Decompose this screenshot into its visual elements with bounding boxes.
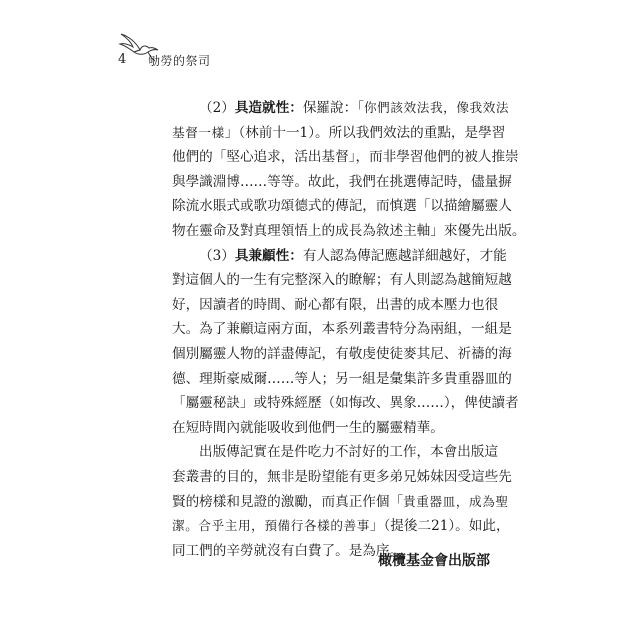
text-line <box>172 367 512 392</box>
text-line <box>172 244 507 269</box>
page-number: 4 <box>118 52 127 67</box>
text-segment: 他們的「堅心追求，活出基督」，而非學習他們的被人推崇 <box>172 149 519 166</box>
text-segment: 出版傳記實在是件吃力不討好的工作，本會出版這 <box>199 444 499 461</box>
publisher-signature: 橄欖基金會出版部 <box>378 553 490 569</box>
text-line <box>172 490 509 515</box>
text-segment: 潔。合乎主用，預備行各樣的善事」（提後二21）。如此， <box>172 518 510 535</box>
text-segment: 基督一樣」（林前十一1）。所以我們效法的重點，是學習 <box>172 124 506 141</box>
text-segment: 個別屬靈人物的詳盡傳記，有敬虔使徒麥其尼、祈禱的海 <box>172 345 512 362</box>
text-line <box>172 145 519 170</box>
text-segment: 德、理斯豪威爾……等人；另一組是彙集許多貴重器皿的 <box>172 370 512 387</box>
text-line <box>172 219 526 244</box>
text-segment: 套叢書的目的，無非是盼望能有更多弟兄姊妹因受這些先 <box>172 468 512 485</box>
text-line <box>172 391 519 416</box>
running-title: 劬勞的祭司 <box>148 54 211 68</box>
text-segment: 賢的榜樣和見證的激勵，而真正作個「貴重器皿，成為聖 <box>172 493 509 510</box>
text-line <box>172 293 499 318</box>
text-segment: 好，因讀者的時間、耐心都有限，出書的成本壓力也很 <box>172 296 499 313</box>
text-segment: 同工們的辛勞就沒有白費了。是為序。 <box>172 542 404 559</box>
text-segment: 除流水賬式或歌功頌德式的傳記，而慎選「以描繪屬靈人 <box>172 198 512 215</box>
text-line <box>172 317 512 342</box>
text-line <box>172 121 506 146</box>
text-segment: 在短時間內就能吸收到他們一生的屬靈精華。 <box>172 419 444 436</box>
text-segment: 對這個人的一生有完整深入的瞭解；有人則認為越簡短越 <box>172 272 512 289</box>
text-line <box>172 170 512 195</box>
text-segment: 大。為了兼顧這兩方面，本系列叢書特分為兩組，一組是 <box>172 321 512 338</box>
text-segment: （2）具造就性：保羅說：「你們該效法我，像我效法 <box>199 100 510 116</box>
body-text <box>172 96 526 563</box>
text-line <box>172 342 512 367</box>
text-segment: 與學識淵博……等等。故此，我們在挑選傳記時，儘量摒 <box>172 173 512 190</box>
text-line <box>172 514 510 539</box>
text-line <box>172 194 512 219</box>
text-segment: （3）具兼顧性：有人認為傳記應越詳細越好，才能 <box>199 247 507 264</box>
text-line <box>172 416 490 441</box>
text-line <box>172 465 512 490</box>
text-line <box>172 268 512 293</box>
text-line <box>172 96 510 121</box>
text-line <box>172 440 499 465</box>
text-segment: 「屬靈秘訣」或特殊經歷（如悔改、異象……），俾使讀者 <box>172 395 519 412</box>
text-segment: 物在靈命及對真理領悟上的成長為敘述主軸」來優先出版。 <box>172 222 526 239</box>
